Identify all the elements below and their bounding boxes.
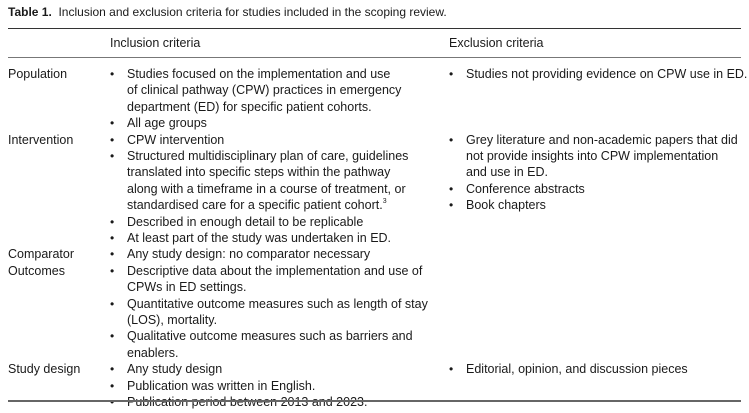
row-label: Intervention	[8, 132, 74, 147]
caption-text: Inclusion and exclusion criteria for studies included in the scoping review.	[58, 5, 447, 19]
criterion-text	[127, 230, 408, 246]
bullet-icon: •	[110, 67, 115, 81]
inclusion-cell	[110, 132, 408, 247]
text-line: of clinical pathway (CPW) practices in emergency	[127, 83, 402, 98]
text-line: Quantitative outcome measures such as length of stay	[127, 296, 428, 311]
list-item	[449, 181, 738, 197]
criterion-text	[127, 296, 428, 312]
bullet-icon: •	[110, 116, 115, 131]
text-line: and use in ED.	[466, 165, 548, 180]
list-item	[449, 197, 738, 213]
bullet-icon: •	[110, 132, 115, 147]
bullet-icon: •	[110, 329, 115, 344]
bullet-icon: •	[110, 231, 115, 246]
list-item	[110, 296, 428, 329]
bullet-icon: •	[110, 149, 115, 163]
text-line: Publication was written in English.	[127, 378, 316, 393]
criterion-text	[127, 66, 401, 82]
bullet-icon: •	[449, 362, 454, 377]
top-rule	[8, 28, 741, 29]
criterion-text	[127, 312, 428, 328]
criterion-text	[466, 164, 738, 180]
inclusion-cell	[110, 263, 428, 361]
text-line: At least part of the study was undertaken in ED.	[127, 231, 392, 246]
inclusion-cell	[110, 246, 370, 262]
text-line: Described in enough detail to be replicable	[127, 214, 364, 229]
criterion-text	[466, 361, 688, 377]
text-line: Studies focused on the implementation and use	[127, 67, 391, 81]
text-line: Any study design: no comparator necessary	[127, 247, 371, 262]
bullet-icon: •	[449, 132, 454, 147]
text-line: department (ED) for specific patient cohorts.	[127, 99, 372, 114]
list-item	[110, 214, 408, 230]
text-line: along with a timeframe in a course of treatment, or	[127, 181, 406, 196]
row-label: Population	[8, 67, 68, 81]
exclusion-cell	[449, 361, 688, 377]
table-caption	[8, 5, 447, 19]
text-line: Descriptive data about the implementation and use of	[127, 263, 423, 278]
bullet-icon: •	[110, 247, 115, 262]
bullet-icon	[110, 394, 114, 410]
criterion-text	[466, 148, 738, 164]
text-line: standardised care for a specific patient cohort.	[127, 198, 383, 213]
table-row	[0, 246, 749, 262]
bullet-icon: •	[449, 181, 454, 196]
list-item	[110, 263, 428, 296]
list-item	[110, 132, 408, 148]
text-line: (LOS), mortality.	[127, 313, 218, 327]
header-exclusion: Exclusion criteria	[449, 36, 544, 50]
criterion-text	[127, 361, 367, 377]
text-line: Qualitative outcome measures such as barriers and	[127, 329, 413, 344]
list-item	[110, 115, 401, 131]
list-item	[110, 328, 428, 361]
bullet-icon: •	[110, 214, 115, 229]
list-item	[110, 148, 408, 214]
text-line: translated into specific steps within the pathway	[127, 165, 391, 180]
criterion-text	[127, 394, 367, 410]
text-line: enablers.	[127, 345, 179, 360]
text-line: Any study design	[127, 362, 223, 377]
text-line: All age groups	[127, 116, 207, 131]
table-number: Table 1.	[8, 5, 52, 19]
criterion-text	[127, 328, 428, 344]
table-body	[0, 66, 749, 410]
row-label: Comparator	[8, 247, 74, 262]
bullet-icon: •	[110, 263, 115, 278]
header-inclusion: Inclusion criteria	[110, 36, 201, 50]
text-line: Grey literature and non-academic papers that did	[466, 132, 738, 147]
row-label: Study design	[8, 362, 81, 377]
text-line: Conference abstracts	[466, 181, 585, 196]
text-line: Structured multidisciplinary plan of care, guidelines	[127, 149, 409, 163]
text-line: CPW intervention	[127, 132, 225, 147]
list-item	[110, 66, 401, 115]
criterion-text	[127, 197, 408, 213]
list-item	[110, 394, 367, 410]
inclusion-cell	[110, 361, 367, 410]
table-row	[0, 132, 749, 247]
bullet-icon: •	[110, 296, 115, 311]
criterion-text	[466, 181, 738, 197]
criterion-text	[127, 181, 408, 197]
criterion-text	[127, 378, 367, 394]
criterion-text	[127, 82, 401, 98]
criterion-text	[127, 214, 408, 230]
row-label: Outcomes	[8, 263, 65, 278]
list-item	[110, 230, 408, 246]
list-item	[449, 361, 688, 377]
list-item	[110, 378, 367, 394]
table-row	[0, 361, 749, 410]
criterion-text	[127, 279, 428, 295]
criterion-text	[127, 115, 401, 131]
criterion-text	[127, 99, 401, 115]
criterion-text	[127, 263, 428, 279]
text-line: CPWs in ED settings.	[127, 280, 247, 295]
bullet-icon: •	[449, 67, 454, 81]
text-line: Book chapters	[466, 198, 546, 213]
text-line: Studies not providing evidence on CPW use in ED.	[466, 67, 748, 81]
header-rule	[8, 57, 741, 58]
exclusion-cell	[449, 132, 738, 214]
bottom-rule	[8, 400, 741, 402]
text-line: Editorial, opinion, and discussion pieces	[466, 362, 688, 377]
bullet-icon: •	[110, 362, 115, 377]
criterion-text	[466, 66, 747, 82]
criterion-text	[127, 148, 408, 164]
criterion-text	[466, 132, 738, 148]
citation-ref: 3	[382, 198, 387, 206]
criterion-text	[127, 132, 408, 148]
list-item	[110, 246, 370, 262]
table-row	[0, 263, 749, 361]
criterion-text	[466, 197, 738, 213]
inclusion-cell	[110, 66, 401, 132]
list-item	[449, 66, 747, 82]
bullet-icon: •	[110, 378, 115, 393]
list-item	[110, 361, 367, 377]
exclusion-cell	[449, 66, 747, 82]
bullet-icon: •	[449, 198, 454, 213]
criterion-text	[127, 164, 408, 180]
criterion-text	[127, 345, 428, 361]
criterion-text	[127, 246, 370, 262]
list-item	[449, 132, 738, 181]
text-line: not provide insights into CPW implementation	[466, 149, 719, 163]
table-row	[0, 66, 749, 132]
